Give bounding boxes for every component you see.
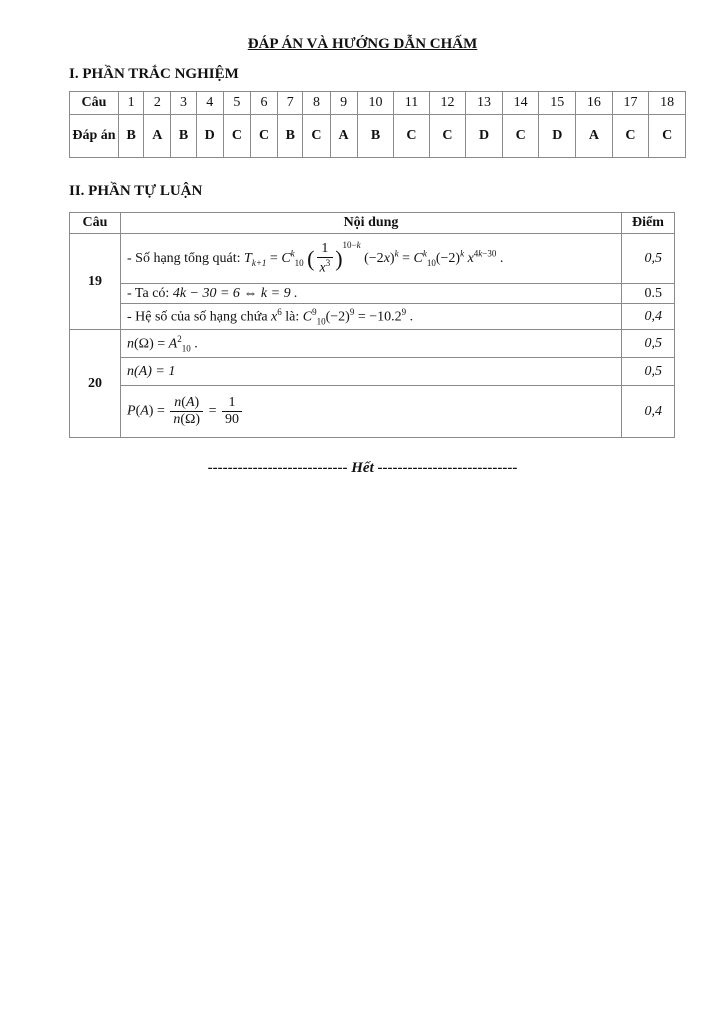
question-number: 19 [70, 234, 121, 330]
question-number-cell: 3 [171, 92, 196, 115]
q20-line3-score: 0,4 [622, 386, 675, 438]
answer-cell: B [119, 115, 144, 158]
q20-line2: n(A) = 1 [121, 358, 622, 386]
col-header-question: Câu [70, 213, 121, 234]
table-row [70, 330, 675, 358]
row-label-question: Câu [70, 92, 119, 115]
q20-line1: $n(\Omega) = A^2_{10}$ . [121, 330, 622, 358]
answer-cell: A [576, 115, 613, 158]
question-number-cell: 15 [539, 92, 576, 115]
answer-cell: C [250, 115, 277, 158]
q19-line3: - Hệ số của số hạng chứa $x^6$ là: $C^9_{10}(-2)^9 = -10.2^9$ . [121, 304, 622, 330]
part2-heading: II. PHẦN TỰ LUẬN [69, 183, 203, 199]
question-number-cell: 14 [502, 92, 539, 115]
answer-cell: C [303, 115, 330, 158]
q19-line1: - Số hạng tổng quát: $T_{k+1} = C^k_{10}$ ( $\frac{1}{x^3}$ )$^{10-k}$ $(-2x)^k = C^k_{10}(-2)^k$ $x^{4k-30}$ . [121, 234, 622, 284]
question-number: 20 [70, 330, 121, 438]
multiple-choice-table [69, 91, 686, 158]
answer-cell: D [196, 115, 223, 158]
answer-cell: B [278, 115, 303, 158]
answer-cell: A [330, 115, 357, 158]
question-number-cell: 9 [330, 92, 357, 115]
table-row [70, 304, 675, 330]
answer-cell: C [649, 115, 686, 158]
answer-cell: C [429, 115, 466, 158]
col-header-content: Nội dung [121, 213, 622, 234]
essay-table [69, 212, 675, 438]
answer-cell: C [223, 115, 250, 158]
page-title: ĐÁP ÁN VÀ HƯỚNG DẪN CHẤM [247, 36, 478, 52]
table-row [70, 234, 675, 284]
question-number-cell: 7 [278, 92, 303, 115]
q19-line3-score: 0,4 [622, 304, 675, 330]
answer-cell: A [144, 115, 171, 158]
q20-line3: P(A) = $\frac{n(A)}{n(\Omega)}$ = $\frac{1}{90}$ [121, 386, 622, 438]
question-number-cell: 12 [429, 92, 466, 115]
answer-cell: C [502, 115, 539, 158]
answer-cell: B [171, 115, 196, 158]
question-number-cell: 8 [303, 92, 330, 115]
question-number-cell: 11 [394, 92, 429, 115]
question-number-cell: 10 [357, 92, 394, 115]
q19-line2-score: 0.5 [622, 284, 675, 304]
table-row [70, 284, 675, 304]
q20-line1-score: 0,5 [622, 330, 675, 358]
question-number-cell: 6 [250, 92, 277, 115]
answer-cell: C [612, 115, 649, 158]
q20-line2-score: 0,5 [622, 358, 675, 386]
answer-cell: D [466, 115, 503, 158]
question-number-cell: 1 [119, 92, 144, 115]
answer-cell: B [357, 115, 394, 158]
answer-cell: C [394, 115, 429, 158]
question-number-cell: 2 [144, 92, 171, 115]
end-marker: ---------------------------- Hết ---------------------------- [207, 460, 518, 476]
col-header-score: Điểm [622, 213, 675, 234]
answer-cell: D [539, 115, 576, 158]
question-number-cell: 4 [196, 92, 223, 115]
question-number-cell: 18 [649, 92, 686, 115]
table-row [70, 386, 675, 438]
question-number-cell: 5 [223, 92, 250, 115]
question-number-cell: 17 [612, 92, 649, 115]
part1-heading: I. PHẦN TRẮC NGHIỆM [69, 66, 239, 82]
table-row [70, 358, 675, 386]
question-number-cell: 13 [466, 92, 503, 115]
q19-line1-score: 0,5 [622, 234, 675, 284]
row-label-answer: Đáp án [70, 115, 119, 158]
q19-line2: - Ta có: 4k − 30 = 6 ⇔ k = 9 . [121, 284, 622, 304]
question-number-cell: 16 [576, 92, 613, 115]
